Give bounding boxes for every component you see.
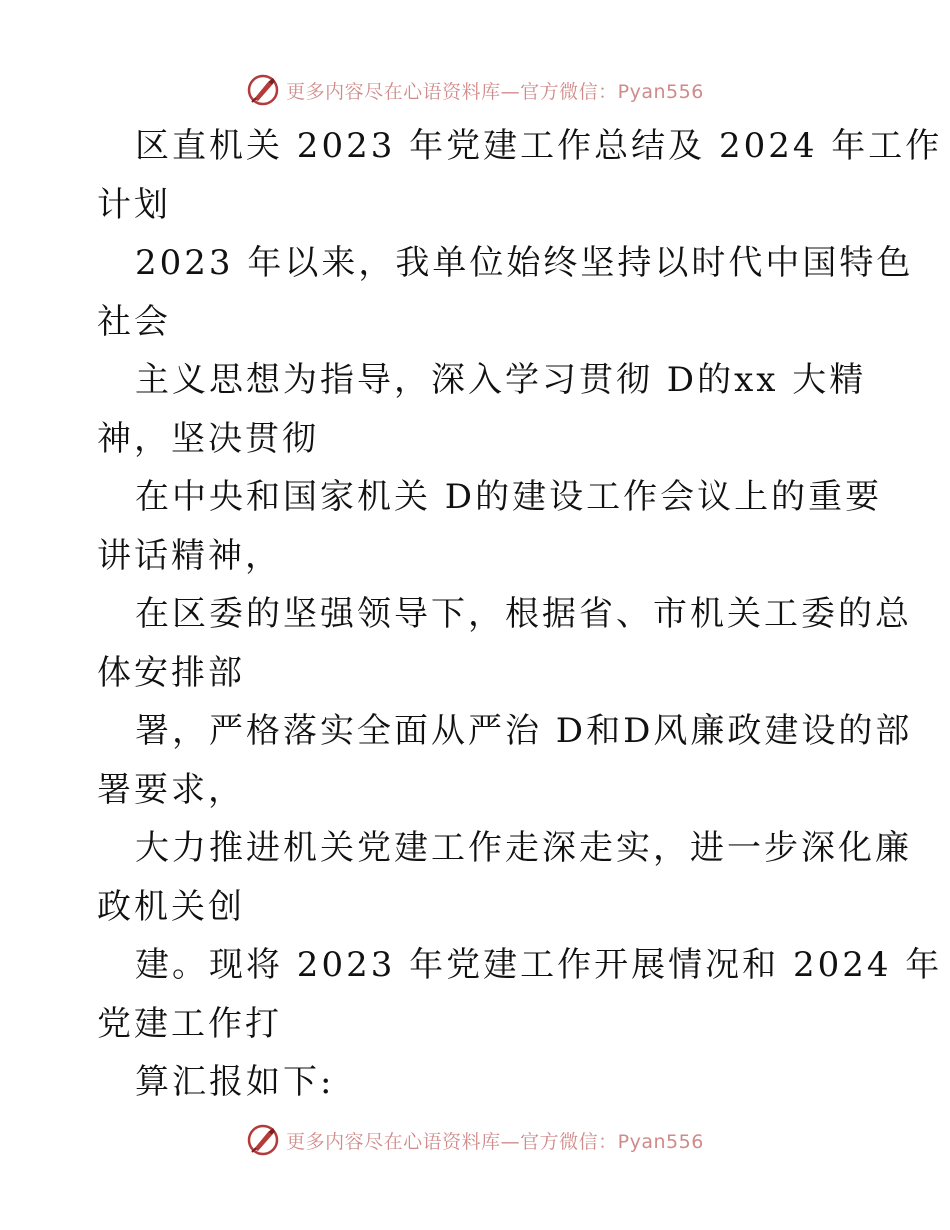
footer-watermark [0,1120,950,1160]
watermark-text: 更多内容尽在心语资料库—官方微信：Pyan556 [286,1130,704,1153]
quill-pen-logo-icon [246,1123,280,1157]
document-line: 体安排部 [97,652,245,693]
document-line: 署，严格落实全面从严治 D和D风廉政建设的部 [135,711,913,751]
watermark-text: 更多内容尽在心语资料库—官方微信：Pyan556 [286,80,704,103]
document-body [97,117,943,1112]
header-watermark [0,70,950,110]
document-line: 讲话精神， [97,535,282,576]
document-line: 区直机关 2023 年党建工作总结及 2024 年工作 [135,126,943,166]
document-line: 署要求， [97,769,245,810]
document-line: 在区委的坚强领导下，根据省、市机关工委的总 [135,594,912,634]
document-line: 计划 [97,184,171,225]
document-line: 党建工作打 [97,1003,282,1044]
document-line: 神，坚决贯彻 [97,418,319,459]
quill-pen-logo-icon [246,73,280,107]
document-line: 主义思想为指导，深入学习贯彻 D的xx 大精 [135,360,867,400]
document-line: 大力推进机关党建工作走深走实，进一步深化廉 [135,828,912,868]
document-line: 社会 [97,301,171,342]
document-line: 政机关创 [97,886,245,927]
document-line: 建。现将 2023 年党建工作开展情况和 2024 年 [135,945,943,985]
document-line: 算汇报如下: [135,1062,335,1102]
document-line: 在中央和国家机关 D的建设工作会议上的重要 [135,477,883,517]
document-line: 2023 年以来，我单位始终坚持以时代中国特色 [135,243,914,283]
